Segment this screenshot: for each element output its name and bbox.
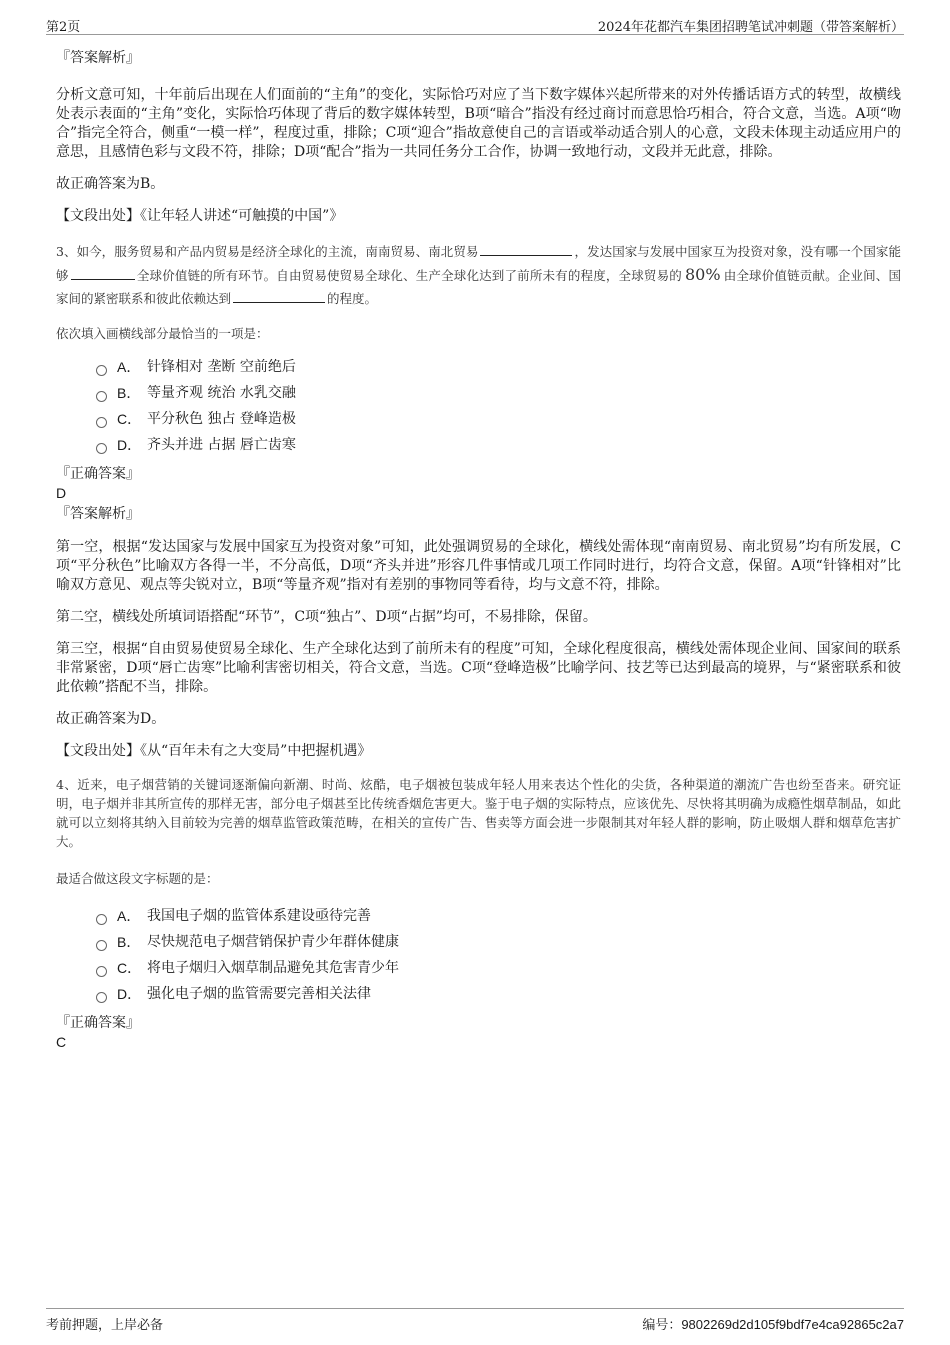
radio-icon[interactable] <box>96 966 107 977</box>
question-3-stem <box>56 240 901 310</box>
option-text: 强化电子烟的监管需要完善相关法律 <box>147 986 371 1002</box>
q3-stem-part: ，发达国家与发展中国家互为投资对象，没有哪一个国家能够 <box>56 244 901 283</box>
radio-icon[interactable] <box>96 940 107 951</box>
option-text: 我国电子烟的监管体系建设亟待完善 <box>147 908 371 924</box>
q3-stem-part: 由全球价值链贡献。企业间、国家间的紧密联系和彼此依赖达到 <box>56 268 901 306</box>
page-header <box>46 14 904 35</box>
option-letter: A． <box>117 359 141 375</box>
option-letter: A． <box>117 908 141 924</box>
option-text: 尽快规范电子烟营销保护青少年群体健康 <box>147 934 399 950</box>
radio-icon[interactable] <box>96 391 107 402</box>
option-b[interactable] <box>96 929 901 955</box>
page-footer <box>46 1308 904 1333</box>
option-letter: C． <box>117 411 142 427</box>
option-letter: B． <box>117 934 141 950</box>
analysis-text: 第一空，根据“发达国家与发展中国家互为投资对象”可知，此处强调贸易的全球化，横线处需体现“南南贸易、南北贸易”均有所发展，C项“平分秋色”比喻双方各得一半，不分高低，D项“齐头并进”形容几件事情或几项工作同时进行，均符合文意，保留。A项“针锋相对”比喻双方意见、观点等尖锐对立，B项“等量齐观”指对有差别的事物同等看待，均与文意不符，排除。 <box>56 539 901 593</box>
option-c[interactable] <box>96 955 901 981</box>
question-3-options <box>56 354 901 458</box>
answer-label: 『正确答案』 <box>56 466 140 482</box>
analysis-label: 『答案解析』 <box>56 50 140 66</box>
option-a[interactable] <box>96 354 901 380</box>
blank-1[interactable] <box>480 243 572 256</box>
q3-stem-part: 的程度。 <box>327 291 378 306</box>
question-4-options <box>56 903 901 1007</box>
document-body <box>56 44 901 1051</box>
option-c[interactable] <box>96 406 901 432</box>
document-code <box>642 1314 904 1333</box>
blank-2[interactable] <box>71 267 135 280</box>
answer-label: 『正确答案』 <box>56 1015 140 1031</box>
code-value: 9802269d2d105f9bdf7e4ca92865c2a7 <box>681 1317 904 1332</box>
q3-stem-part: 3、如今，服务贸易和产品内贸易是经济全球化的主流，南南贸易、南北贸易 <box>56 244 479 259</box>
radio-icon[interactable] <box>96 992 107 1003</box>
radio-icon[interactable] <box>96 417 107 428</box>
conclusion-text: 故正确答案为B。 <box>56 176 165 192</box>
option-d[interactable] <box>96 981 901 1007</box>
radio-icon[interactable] <box>96 365 107 376</box>
blank-3[interactable] <box>233 290 325 303</box>
source-text: 【文段出处】《从“百年未有之大变局”中把握机遇》 <box>56 743 372 759</box>
analysis-text: 第三空，根据“自由贸易使贸易全球化、生产全球化达到了前所未有的程度”可知，全球化程度很高，横线处需体现企业间、国家间的联系非常紧密，D项“唇亡齿寒”比喻利害密切相关，符合文意，当选。C项“登峰造极”比喻学问、技艺等已达到最高的境界，与“紧密联系和彼此依赖”搭配不当，排除。 <box>56 641 901 695</box>
option-b[interactable] <box>96 380 901 406</box>
answer-value: C <box>56 1034 67 1050</box>
option-a[interactable] <box>96 903 901 929</box>
analysis-text: 分析文意可知，十年前后出现在人们面前的“主角”的变化，实际恰巧对应了当下数字媒体兴起所带来的对外传播话语方式的转型，故横线处表示表面的“主角”变化，实际恰巧体现了背后的数字媒体转型，B项“暗合”指没有经过商讨而意思恰巧相合，符合文意，当选。A项“吻合”指完全符合，侧重“一模一样”，程度过重，排除；C项“迎合”指故意使自己的言语或举动适合别人的心意，文段未体现主动适应用户的意思，且感情色彩与文段不符，排除；D项“配合”指为一共同任务分工合作，协调一致地行动，文段并无此意，排除。 <box>56 87 901 160</box>
option-text: 等量齐观 统治 水乳交融 <box>147 385 296 401</box>
analysis-label: 『答案解析』 <box>56 506 140 522</box>
answer-value: D <box>56 485 67 501</box>
question-3 <box>56 240 901 761</box>
q3-stem-part: 全球价值链的所有环节。自由贸易使贸易全球化、生产全球化达到了前所未有的程度，全球贸易的 <box>136 268 682 283</box>
code-label: 编号： <box>642 1318 682 1333</box>
question-4-prompt: 最适合做这段文字标题的是： <box>56 871 219 886</box>
option-letter: C． <box>117 960 142 976</box>
percent-value: 80% <box>684 265 721 284</box>
question-3-prompt: 依次填入画横线部分最恰当的一项是： <box>56 326 269 341</box>
option-letter: D． <box>117 986 142 1002</box>
footer-slogan: 考前押题，上岸必备 <box>46 1318 164 1333</box>
question-4 <box>56 775 901 1051</box>
page-number: 第2页 <box>46 20 81 35</box>
option-text: 齐头并进 占据 唇亡齿寒 <box>147 437 296 453</box>
radio-icon[interactable] <box>96 443 107 454</box>
question-4-stem: 4、近来，电子烟营销的关键词逐渐偏向新潮、时尚、炫酷，电子烟被包装成年轻人用来表达个性化的尖货，各种渠道的潮流广告也纷至沓来。研究证明，电子烟并非其所宣传的那样无害，部分电子烟甚至比传统香烟危害更大。鉴于电子烟的实际特点，应该优先、尽快将其明确为成瘾性烟草制品，如此就可以立刻将其纳入目前较为完善的烟草监管政策范畴，在相关的宣传广告、售卖等方面会进一步限制其对年轻人群的影响，防止吸烟人群和烟草危害扩大。 <box>56 777 901 849</box>
option-letter: D． <box>117 437 142 453</box>
option-text: 针锋相对 垄断 空前绝后 <box>147 359 296 375</box>
analysis-text: 第二空，横线处所填词语搭配“环节”，C项“独占”、D项“占据”均可，不易排除，保留。 <box>56 609 597 625</box>
document-title: 2024年花都汽车集团招聘笔试冲刺题（带答案解析） <box>597 20 904 35</box>
option-text: 将电子烟归入烟草制品避免其危害青少年 <box>147 960 399 976</box>
option-letter: B． <box>117 385 141 401</box>
radio-icon[interactable] <box>96 914 107 925</box>
source-text: 【文段出处】《让年轻人讲述“可触摸的中国”》 <box>56 208 344 224</box>
conclusion-text: 故正确答案为D。 <box>56 711 166 727</box>
option-text: 平分秋色 独占 登峰造极 <box>147 411 296 427</box>
option-d[interactable] <box>96 432 901 458</box>
